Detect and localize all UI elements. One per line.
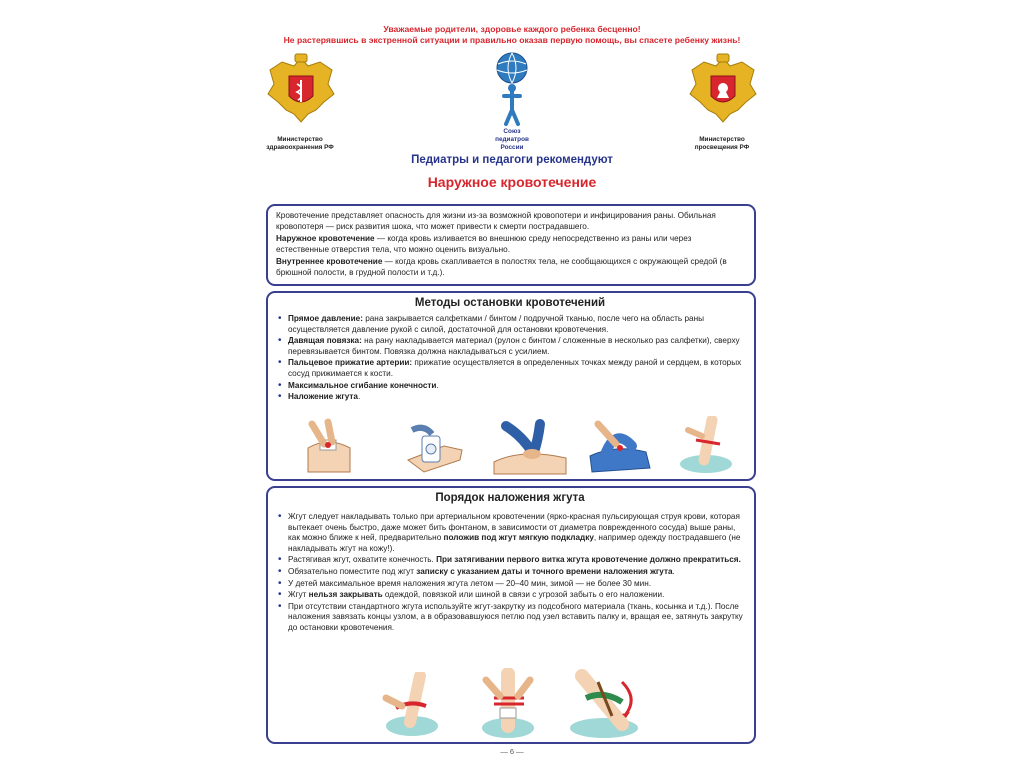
artery-compression-illustration [492,418,568,476]
subtitle: Педиатры и педагоги рекомендуют [411,154,613,166]
ministry-health-emblem [262,50,340,128]
pressure-bandage-illustration [404,420,466,474]
list-item: • Максимальное сгибание конечности. [276,381,744,392]
term-internal-bleeding: Внутреннее кровотечение [276,257,383,267]
list-item: • Пальцевое прижатие артерии: прижатие осуществляется в определенных точках между раной и сердцем, в которых сосуд прижимается к кости. [276,358,744,379]
left-emblem-caption-2: здравоохранения РФ [266,144,334,151]
right-emblem-caption-1: Министерство [699,136,745,143]
page-number: — 6 — [500,747,524,756]
improvised-tourniquet-illustration [562,668,644,740]
intro-paragraph-3 [276,257,746,278]
intro-p3-rest: — когда кровь скапливается в полостях тела, не сообщающихся с окружающей средой (в брюшной полости, в грудной полости и т.д.). [276,257,727,277]
list-item: • У детей максимальное время наложения жгута летом — 20–40 мин, зимой — не более 30 мин. [276,579,744,590]
list-item: • Обязательно поместите под жгут записку с указанием даты и точного времени наложения жгута. [276,567,744,578]
list-item: • Давящая повязка: на рану накладывается материал (рулон с бинтом / сложенные в несколько раз салфетки), сверху перевязывается бинтом. Повязка должна накладываться с усилием. [276,336,744,357]
left-emblem-caption-1: Министерство [277,136,323,143]
pediatricians-union-logo [492,52,532,128]
header-line-1: Уважаемые родители, здоровье каждого ребенка бесценно! [383,24,641,34]
right-emblem-caption-2: просвещения РФ [694,144,750,151]
center-logo-caption-3: России [500,144,524,151]
tourniquet-step-2-illustration [478,668,540,740]
page-title: Наружное кровотечение [427,174,597,190]
list-item: • При отсутствии стандартного жгута используйте жгут-закрутку из подсобного материала (ткань, косынка и т.д.). После наложения завязать концы узлом, а в образовавшуюся петлю под узел вставить палку и, вращая ее, затянуть закрутку до остановки кровотечения. [276,602,744,634]
methods-list [276,314,744,403]
list-item: • Жгут следует накладывать только при артериальном кровотечении (ярко-красная пульсирующая струя крови, которая вытекает очень быстро, даже может бить фонтаном, в зависимости от диаметра поврежденного сосуда) выше раны, как можно ближе к ней, предварительно положив под жгут мягкую подкладку, например одежду пострадавшего (не накладывать жгут на кожу!). [276,512,744,554]
center-logo-caption-1: Союз [503,128,521,135]
tourniquet-list [276,512,744,634]
ministry-education-emblem [684,50,762,128]
methods-title: Методы остановки кровотечений [414,297,606,309]
center-logo-caption-2: педиатров [495,136,529,143]
tourniquet-illustration [676,416,736,476]
intro-paragraph-1: Кровотечение представляет опасность для жизни из-за возможной кровопотери и инфицирования раны. Обильная кровопотеря — риск развития шока, что может привести к смерти пострадавшего. [276,211,716,231]
header-line-2: Не растерявшись в экстренной ситуации и правильно оказав первую помощь, вы спасете ребенку жизнь! [283,35,741,45]
intro-p2-rest: — когда кровь изливается во внешнюю среду непосредственно из раны или через естественные отверстия тела, что можно оценить визуально. [276,234,692,254]
limb-flexion-illustration [586,416,656,476]
list-item: • Наложение жгута. [276,392,744,403]
list-item: • Жгут нельзя закрывать одеждой, повязкой или шиной в связи с угрозой забыть о его наложении. [276,590,744,601]
intro-box [266,204,756,286]
tourniquet-title: Порядок наложения жгута [435,492,585,504]
intro-paragraph-2 [276,234,746,255]
tourniquet-step-1-illustration [380,672,440,738]
list-item: • Растягивая жгут, охватите конечность. При затягивании первого витка жгута кровотечение должно прекратиться. [276,555,744,566]
direct-pressure-illustration [298,418,358,474]
term-external-bleeding: Наружное кровотечение [276,234,375,244]
list-item: • Прямое давление: рана закрывается салфетками / бинтом / подручной тканью, после чего на область раны осуществляется давление рукой с силой, достаточной для остановки кровотечения. [276,314,744,335]
